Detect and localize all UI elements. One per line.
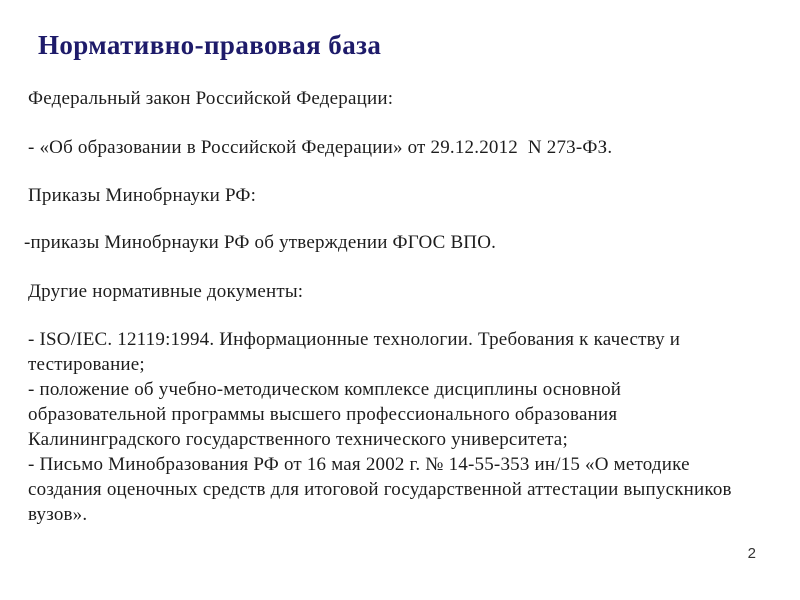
body-line-heading-other-docs: Другие нормативные документы:: [28, 281, 304, 302]
body-line-umk-1: - положение об учебно-методическом комплексе дисциплины основной: [28, 379, 622, 400]
body-line-letter-3: вузов».: [28, 504, 88, 525]
body-line-letter-1: - Письмо Минобразования РФ от 16 мая 2002 г. № 14-55-353 ин/15 «О методике: [28, 454, 690, 475]
body-line-iso-2: тестирование;: [28, 354, 145, 375]
slide-title: Нормативно-правовая база: [38, 30, 382, 60]
body-line-fgos-orders: -приказы Минобрнауки РФ об утверждении ФГОС ВПО.: [24, 232, 497, 253]
body-line-heading-orders: Приказы Минобрнауки РФ:: [28, 185, 257, 206]
body-line-heading-federal-law: Федеральный закон Российской Федерации:: [28, 88, 394, 109]
body-line-education-law: - «Об образовании в Российской Федерации» от 29.12.2012 N 273-ФЗ.: [28, 137, 613, 158]
body-line-umk-2: образовательной программы высшего профессионального образования: [28, 404, 618, 425]
page-number: 2: [747, 545, 756, 562]
body-line-letter-2: создания оценочных средств для итоговой государственной аттестации выпускников: [28, 479, 732, 500]
body-line-umk-3: Калининградского государственного технического университета;: [28, 429, 568, 450]
body-line-iso-1: - ISO/IEC. 12119:1994. Информационные технологии. Требования к качеству и: [28, 329, 681, 350]
